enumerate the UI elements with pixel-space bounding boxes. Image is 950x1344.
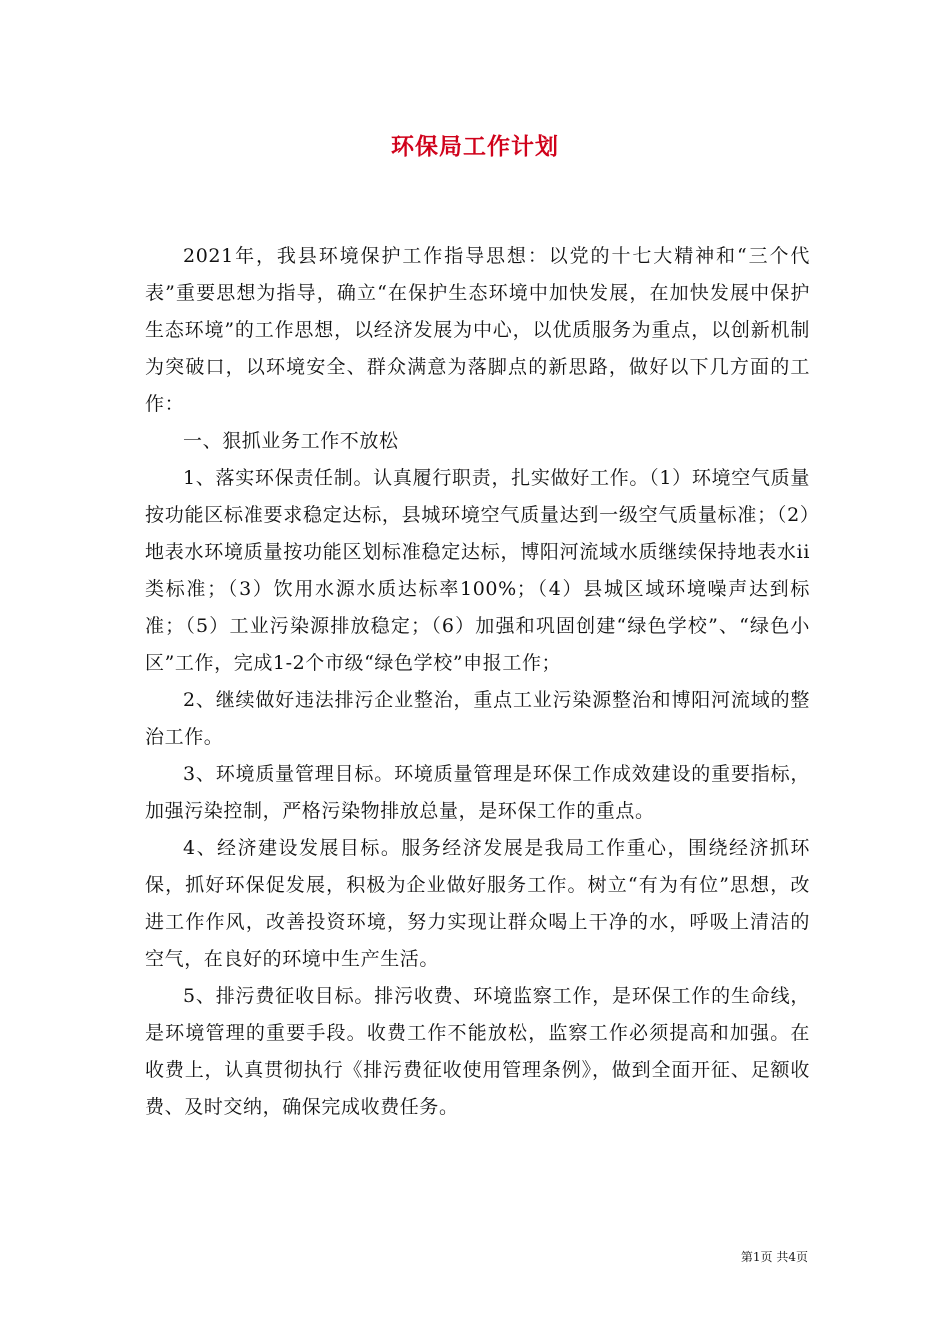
section-heading-1: 一、狠抓业务工作不放松 (183, 430, 399, 452)
paragraph-item-1: 1、落实环保责任制。认真履行职责，扎实做好工作。（1）环境空气质量按功能区标准要求稳定达标，县城环境空气质量达到一级空气质量标准；（2）地表水环境质量按功能区划标准稳定达标，博阳河流域水质继续保持地表水ii类标准；（3）饮用水源水质达标率100%；（4）县城区域环境噪声达到标准；（5）工业污染源排放稳定；（6）加强和巩固创建“绿色学校”、“绿色小区”工作，完成1-2个市级“绿色学校”申报工作； (145, 467, 810, 674)
document-body (145, 238, 810, 1126)
paragraph-item-4: 4、经济建设发展目标。服务经济发展是我局工作重心，围绕经济抓环保，抓好环保促发展，积极为企业做好服务工作。树立“有为有位”思想，改进工作作风，改善投资环境，努力实现让群众喝上干净的水，呼吸上清洁的空气，在良好的环境中生产生活。 (145, 837, 810, 970)
paragraph-intro: 2021年，我县环境保护工作指导思想：以党的十七大精神和“三个代表”重要思想为指导，确立“在保护生态环境中加快发展，在加快发展中保护生态环境”的工作思想，以经济发展为中心，以优质服务为重点，以创新机制为突破口，以环境安全、群众满意为落脚点的新思路，做好以下几方面的工作： (145, 245, 810, 415)
document-title: 环保局工作计划 (391, 134, 559, 160)
page-number: 第1页 共4页 (740, 1250, 808, 1264)
paragraph-item-2: 2、继续做好违法排污企业整治，重点工业污染源整治和博阳河流域的整治工作。 (145, 689, 810, 748)
paragraph-item-3: 3、环境质量管理目标。环境质量管理是环保工作成效建设的重要指标，加强污染控制，严格污染物排放总量，是环保工作的重点。 (145, 763, 810, 822)
paragraph-item-5: 5、排污费征收目标。排污收费、环境监察工作，是环保工作的生命线，是环境管理的重要手段。收费工作不能放松，监察工作必须提高和加强。在收费上，认真贯彻执行《排污费征收使用管理条例》，做到全面开征、足额收费、及时交纳，确保完成收费任务。 (145, 985, 810, 1118)
